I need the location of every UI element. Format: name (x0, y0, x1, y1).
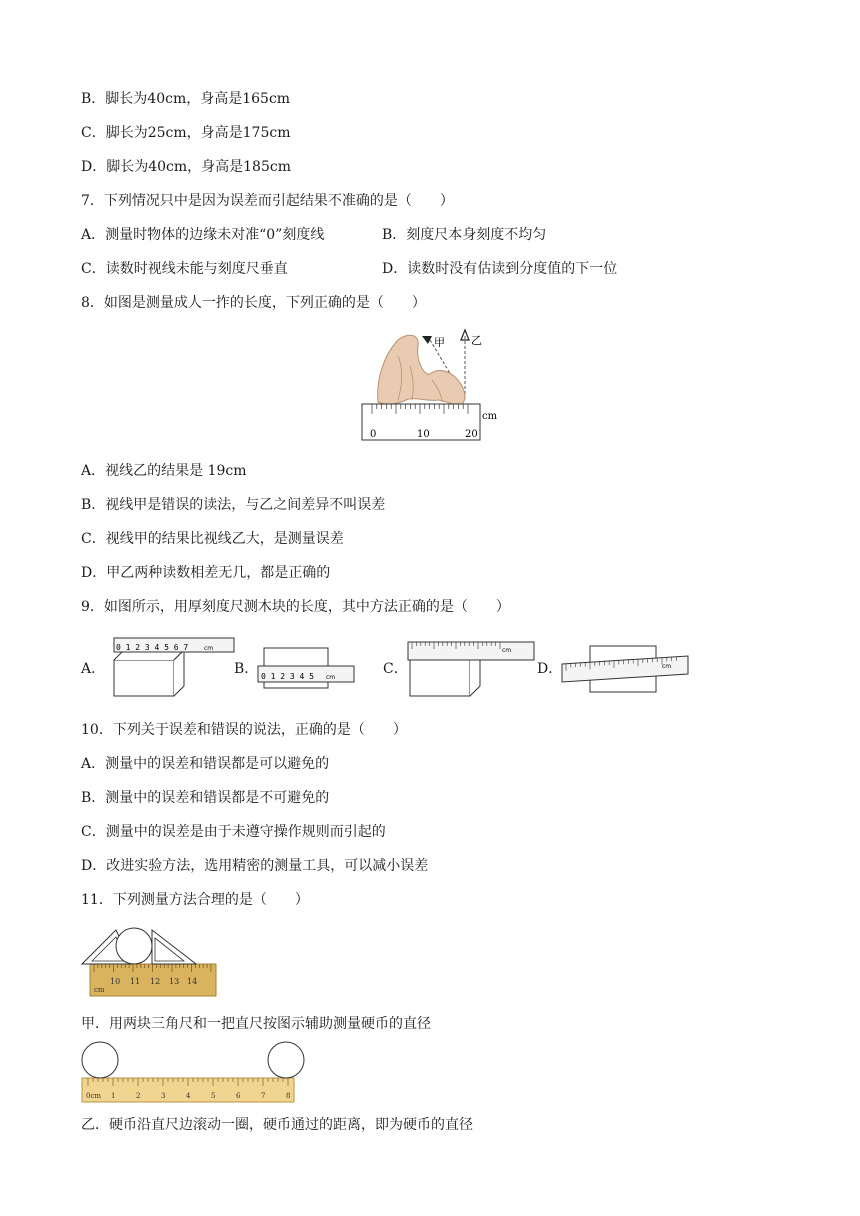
ruler-tick-label: 3 (161, 1092, 166, 1100)
q11-stem: 11．下列测量方法合理的是（ ） (81, 892, 309, 908)
ruler-tick-label: 20 (465, 429, 478, 440)
q8-option-d: D．甲乙两种读数相差无几，都是正确的 (81, 565, 331, 581)
q10-option-d: D．改进实验方法，选用精密的测量工具，可以减小误差 (81, 858, 429, 874)
q9-figure-a (108, 636, 238, 698)
q6-option-c: C．脚长为25cm，身高是175cm (81, 125, 291, 141)
q11-figure-yi (80, 1040, 310, 1106)
svg-text:0 1 2 3 4 5 6 7: 0 1 2 3 4 5 6 7 (116, 643, 189, 652)
q10-option-c: C．测量中的误差是由于未遵守操作规则而引起的 (81, 824, 386, 840)
q8-option-a: A．视线乙的结果是 19cm (81, 463, 247, 479)
label-yi: 乙 (471, 334, 482, 347)
q7-stem: 7．下列情况只中是因为误差而引起结果不准确的是（ ） (81, 193, 454, 209)
q8-stem: 8．如图是测量成人一拃的长度，下列正确的是（ ） (81, 295, 426, 311)
q7-option-b: B．刻度尺本身刻度不均匀 (382, 227, 547, 243)
q9-figure-d (558, 636, 692, 698)
q7-option-c: C．读数时视线未能与刻度尺垂直 (81, 261, 288, 277)
label-jia: 甲 (434, 336, 445, 349)
q7-option-d: D．读数时没有估读到分度值的下一位 (382, 261, 618, 277)
q10-stem: 10．下列关于误差和错误的说法，正确的是（ ） (81, 722, 407, 738)
q9-stem: 9．如图所示，用厚刻度尺测木块的长度，其中方法正确的是（ ） (81, 599, 510, 615)
q7-option-a: A．测量时物体的边缘未对准“0”刻度线 (81, 227, 325, 243)
ruler-tick-label: 0 (370, 429, 377, 440)
q9-option-a-label: A． (81, 661, 106, 677)
q6-option-d: D．脚长为40cm，身高是185cm (81, 159, 291, 175)
q8-option-c: C．视线甲的结果比视线乙大，是测量误差 (81, 531, 344, 547)
q10-option-a: A．测量中的误差和错误都是可以避免的 (81, 756, 330, 772)
svg-text:cm: cm (326, 674, 336, 681)
svg-text:0 1 2 3 4 5: 0 1 2 3 4 5 (261, 672, 314, 681)
q9-option-b-label: B． (234, 661, 259, 677)
ruler-tick-label: 8 (286, 1092, 291, 1100)
q8-option-b: B．视线甲是错误的读法，与乙之间差异不叫误差 (81, 497, 386, 513)
svg-text:13: 13 (169, 977, 180, 986)
ruler-tick-label: 1 (111, 1092, 116, 1100)
ruler-tick-label: 5 (211, 1092, 216, 1100)
q6-option-b: B．脚长为40cm，身高是165cm (81, 91, 291, 107)
q11-figure-jia (80, 924, 220, 998)
q11-jia-text: 甲．用两块三角尺和一把直尺按图示辅助测量硬币的直径 (81, 1016, 431, 1032)
q9-option-d-label: D． (537, 661, 563, 677)
q11-yi-text: 乙．硬币沿直尺边滚动一圈，硬币通过的距离，即为硬币的直径 (81, 1117, 473, 1133)
svg-text:12: 12 (150, 977, 161, 986)
ruler-tick-label: 6 (236, 1092, 241, 1100)
q9-option-c-label: C． (383, 661, 408, 677)
svg-text:cm: cm (204, 645, 214, 652)
ruler-tick-label: 2 (136, 1092, 141, 1100)
q9-figure-b (256, 642, 360, 692)
q8-hand-span-figure (358, 326, 508, 444)
q9-figure-c (404, 636, 538, 698)
svg-text:10: 10 (110, 977, 121, 986)
svg-text:cm: cm (94, 986, 105, 994)
svg-text:cm: cm (662, 663, 672, 670)
ruler-unit: cm (482, 411, 498, 422)
ruler-tick-label: 0cm (86, 1092, 102, 1100)
ruler-tick-label: 10 (417, 429, 430, 440)
svg-text:11: 11 (130, 977, 141, 986)
ruler-tick-label: 7 (261, 1092, 266, 1100)
q10-option-b: B．测量中的误差和错误都是不可避免的 (81, 790, 330, 806)
ruler-tick-label: 4 (186, 1092, 191, 1100)
svg-text:14: 14 (187, 977, 198, 986)
svg-text:cm: cm (502, 647, 512, 654)
